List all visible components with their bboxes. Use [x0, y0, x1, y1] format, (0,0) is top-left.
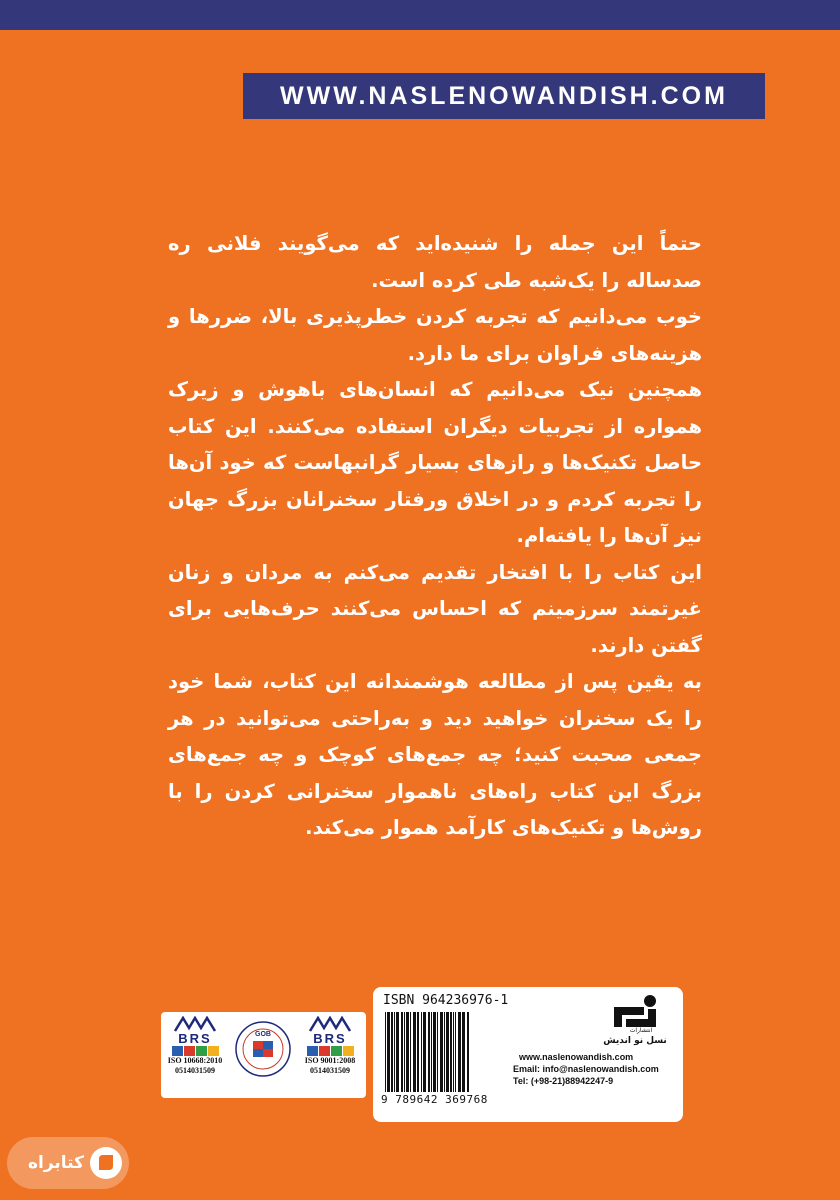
watermark-text: کتابراه [27, 1153, 84, 1173]
gob-text: GOB [255, 1031, 271, 1038]
barcode-bar [455, 1012, 456, 1092]
barcode-bar [446, 1012, 449, 1092]
ketabrah-watermark [7, 1137, 129, 1189]
top-strip [0, 0, 840, 30]
barcode-digits: 9 789642 369768 [381, 1093, 488, 1106]
barcode-bar [467, 1012, 469, 1092]
brs-color-flags [299, 1046, 361, 1056]
barcode-bar [453, 1012, 454, 1092]
brs-certificate-left [164, 1016, 226, 1076]
back-cover-text [168, 226, 702, 847]
barcode-bar [385, 1012, 386, 1092]
publisher-name: نسل نو اندیش [603, 1036, 667, 1046]
paragraph-4: این کتاب را با افتخار تقدیم می‌کنم به مردان و زنان غیرتمند سرزمینم که احساس می‌کنند حرف‌هایی برای گفتن دارند. [168, 560, 702, 657]
isbn-panel [373, 987, 683, 1122]
brs-mountain-icon [308, 1016, 352, 1032]
cert2-standard: ISO 9001:2008 [304, 1056, 356, 1065]
paragraph-3: همچنین نیک می‌دانیم که انسان‌های باهوش و زیرک همواره از تجربیات دیگران استفاده می‌کنند. این کتاب حاصل تکنیک‌ها و رازهای بسیار گرانبهاست که خود آن‌ها را تجربه کردم و در اخلاق ورفتار سخنرانان بزرگ جهان نیز آن‌ها را یافته‌ام. [168, 378, 702, 547]
ketabrah-logo-icon [89, 1146, 123, 1180]
barcode-bar [462, 1012, 465, 1092]
brs-color-flags [164, 1046, 226, 1056]
publisher-label: انتشارات [629, 1027, 653, 1034]
barcode-bar [396, 1012, 399, 1092]
paragraph-2: خوب می‌دانیم که تجربه کردن خطرپذیری بالا، ضررها و هزینه‌های فراوان برای ما دارد. [168, 305, 702, 365]
barcode-bar [431, 1012, 432, 1092]
barcode-bar [406, 1012, 409, 1092]
barcode-bar [428, 1012, 430, 1092]
cert1-standard: ISO 10668:2010 [167, 1056, 223, 1065]
brs-logo-text: BRS [178, 1031, 212, 1046]
cert1-number: 0514031509 [175, 1066, 215, 1075]
barcode-bar [387, 1012, 390, 1092]
paragraph-1: حتماً این جمله را شنیده‌اید که می‌گویند فلانی ره صدساله را یک‌شبه طی کرده است. [168, 232, 702, 292]
barcode-bar [394, 1012, 395, 1092]
publisher-tel: Tel: (+98-21)88942247-9 [513, 1076, 614, 1086]
barcode-bar [401, 1012, 403, 1092]
brs-certificate-right [299, 1016, 361, 1076]
barcode-bar [417, 1012, 419, 1092]
publisher-email: Email: info@naslenowandish.com [513, 1064, 659, 1074]
barcode-bar [458, 1012, 461, 1092]
website-banner: WWW.NASLENOWANDISH.COM [243, 73, 765, 119]
barcode-bar [421, 1012, 422, 1092]
barcode-bar [450, 1012, 452, 1092]
brs-logo-text: BRS [313, 1031, 347, 1046]
gob-seal [234, 1020, 292, 1078]
barcode-bar [391, 1012, 393, 1092]
certification-panel [161, 1012, 366, 1098]
barcode-bar [440, 1012, 443, 1092]
publisher-contact [513, 1051, 678, 1087]
cert2-number: 0514031509 [310, 1066, 350, 1075]
barcode-bar [410, 1012, 411, 1092]
isbn-label: ISBN 964236976-1 [383, 993, 509, 1008]
barcode-bar [444, 1012, 445, 1092]
barcode-bar [413, 1012, 416, 1092]
gob-seal-icon [234, 1020, 292, 1078]
barcode-bar [423, 1012, 426, 1092]
barcode-bar [404, 1012, 405, 1092]
barcode-bar [437, 1012, 438, 1092]
brs-mountain-icon [173, 1016, 217, 1032]
barcode-bar [433, 1012, 436, 1092]
paragraph-5: به یقین پس از مطالعه هوشمندانه این کتاب، شما خود را یک سخنران خواهید دید و به‌راحتی می‌توانید در هر جمعی صحبت کنید؛ چه جمع‌های کوچک و چه جمع‌های بزرگ این کتاب راه‌های ناهموار سخنرانی کردن را با روش‌ها و تکنیک‌های کارآمد هموار می‌کند. [168, 670, 702, 839]
barcode [383, 1012, 511, 1092]
publisher-website: www.naslenowandish.com [519, 1052, 634, 1062]
